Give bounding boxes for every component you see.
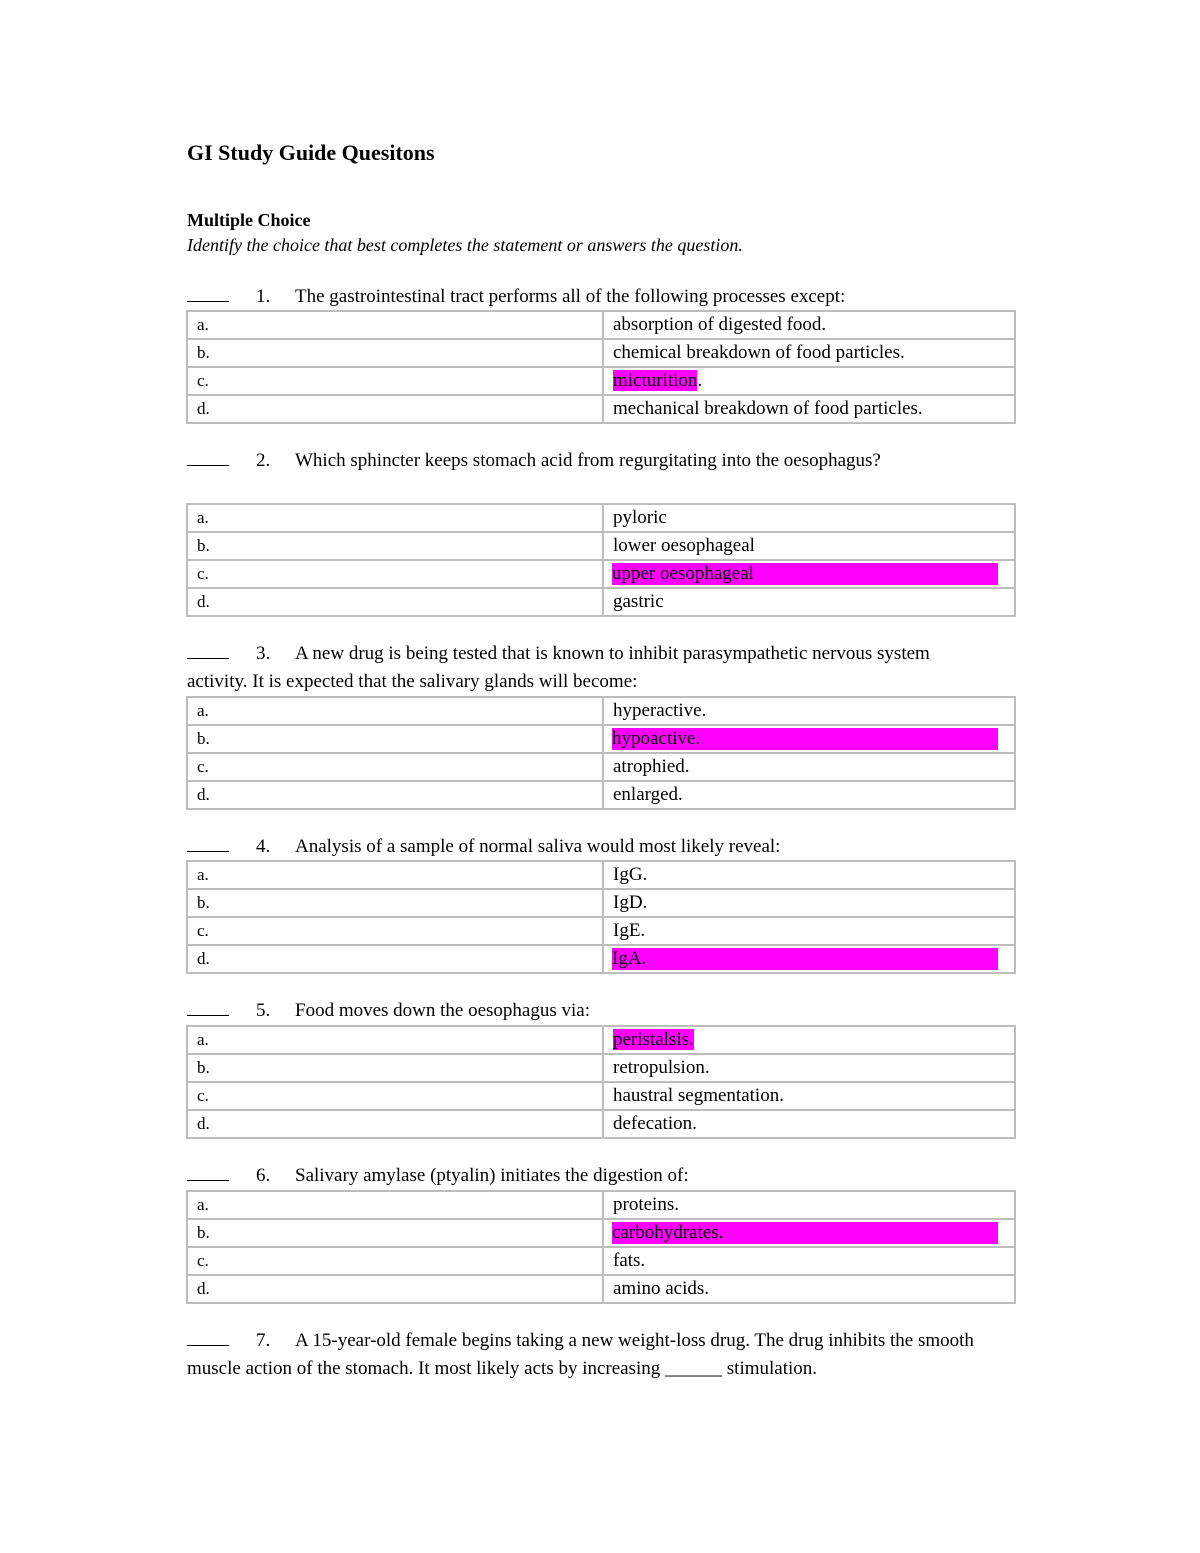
highlighted-answer: hypoactive. [612, 728, 998, 750]
option-letter: c. [187, 367, 603, 395]
question-number: 5. [256, 1000, 271, 1021]
option-letter: c. [187, 1247, 603, 1275]
option-text: gastric [603, 588, 1015, 616]
option-row[interactable] [187, 1110, 1015, 1138]
section-heading: Multiple Choice [187, 210, 311, 230]
option-text: fats. [603, 1247, 1015, 1275]
options-table-3 [186, 696, 1016, 810]
highlighted-answer: carbohydrates. [612, 1222, 998, 1244]
option-row[interactable] [187, 395, 1015, 423]
option-text: chemical breakdown of food particles. [603, 339, 1015, 367]
question-7 [187, 1327, 1017, 1383]
option-text: IgE. [603, 917, 1015, 945]
option-text: atrophied. [603, 753, 1015, 781]
question-stem: A new drug is being tested that is known to inhibit parasympathetic nervous system activity. It is expected that the salivary glands will become: [187, 643, 930, 692]
option-row[interactable] [187, 725, 1015, 753]
option-letter: c. [187, 753, 603, 781]
option-letter: d. [187, 781, 603, 809]
option-row[interactable] [187, 945, 1015, 973]
option-letter: d. [187, 1275, 603, 1303]
answer-blank[interactable] [187, 640, 229, 659]
question-4 [187, 833, 1017, 861]
answer-blank[interactable] [187, 1162, 229, 1181]
answer-blank[interactable] [187, 997, 229, 1016]
option-text: hyperactive. [603, 697, 1015, 725]
answer-suffix: . [697, 370, 703, 391]
question-number: 3. [256, 643, 271, 664]
option-letter: d. [187, 945, 603, 973]
option-row[interactable] [187, 781, 1015, 809]
option-text: mechanical breakdown of food particles. [603, 395, 1015, 423]
option-letter: a. [187, 1191, 603, 1219]
option-letter: b. [187, 725, 603, 753]
options-table-5 [186, 1025, 1016, 1139]
option-letter: a. [187, 311, 603, 339]
question-6 [187, 1162, 1017, 1190]
option-row[interactable] [187, 311, 1015, 339]
option-row[interactable] [187, 504, 1015, 532]
question-stem: Salivary amylase (ptyalin) initiates the digestion of: [295, 1165, 689, 1186]
option-row[interactable] [187, 753, 1015, 781]
option-row[interactable] [187, 1054, 1015, 1082]
options-table-1 [186, 310, 1016, 424]
highlighted-answer: upper oesophageal [612, 563, 998, 585]
option-text: lower oesophageal [603, 532, 1015, 560]
option-row[interactable] [187, 1026, 1015, 1054]
option-row[interactable] [187, 532, 1015, 560]
question-number: 1. [256, 286, 271, 307]
question-stem: Which sphincter keeps stomach acid from regurgitating into the oesophagus? [295, 450, 881, 471]
option-text: amino acids. [603, 1275, 1015, 1303]
option-letter: a. [187, 697, 603, 725]
option-text: retropulsion. [603, 1054, 1015, 1082]
answer-blank[interactable] [187, 833, 229, 852]
option-text [603, 725, 1015, 753]
option-letter: d. [187, 588, 603, 616]
option-row[interactable] [187, 1247, 1015, 1275]
option-letter: c. [187, 917, 603, 945]
instructions: Identify the choice that best completes the statement or answers the question. [187, 235, 743, 255]
option-row[interactable] [187, 339, 1015, 367]
option-letter: a. [187, 861, 603, 889]
option-text: absorption of digested food. [603, 311, 1015, 339]
option-text: pyloric [603, 504, 1015, 532]
option-text: defecation. [603, 1110, 1015, 1138]
option-text [603, 1026, 1015, 1054]
option-text [603, 367, 1015, 395]
option-letter: b. [187, 339, 603, 367]
question-2 [187, 447, 947, 475]
option-row[interactable] [187, 917, 1015, 945]
question-stem: Food moves down the oesophagus via: [295, 1000, 591, 1021]
option-row[interactable] [187, 588, 1015, 616]
question-stem: The gastrointestinal tract performs all of the following processes except: [295, 286, 846, 307]
page-title: GI Study Guide Quesitons [187, 140, 435, 165]
option-letter: c. [187, 560, 603, 588]
answer-blank[interactable] [187, 1327, 229, 1346]
question-number: 2. [256, 450, 271, 471]
question-number: 6. [256, 1165, 271, 1186]
answer-blank[interactable] [187, 283, 229, 302]
options-table-4 [186, 860, 1016, 974]
option-letter: b. [187, 1054, 603, 1082]
option-letter: b. [187, 889, 603, 917]
option-row[interactable] [187, 889, 1015, 917]
option-text: proteins. [603, 1191, 1015, 1219]
option-row[interactable] [187, 367, 1015, 395]
option-row[interactable] [187, 1275, 1015, 1303]
question-stem: Analysis of a sample of normal saliva would most likely reveal: [295, 836, 781, 857]
question-5 [187, 997, 1017, 1025]
question-stem: A 15-year-old female begins taking a new weight-loss drug. The drug inhibits the smooth muscle action of the stomach. It most likely acts by increasing ______ stimulation. [187, 1330, 974, 1379]
highlighted-answer: peristalsis. [613, 1029, 694, 1050]
option-letter: d. [187, 395, 603, 423]
question-number: 4. [256, 836, 271, 857]
highlighted-answer: IgA. [612, 948, 998, 970]
option-letter: d. [187, 1110, 603, 1138]
option-text: IgG. [603, 861, 1015, 889]
option-row[interactable] [187, 861, 1015, 889]
option-row[interactable] [187, 1082, 1015, 1110]
option-row[interactable] [187, 560, 1015, 588]
option-text [603, 560, 1015, 588]
question-1 [187, 283, 1017, 311]
option-text: enlarged. [603, 781, 1015, 809]
option-letter: a. [187, 504, 603, 532]
option-text: haustral segmentation. [603, 1082, 1015, 1110]
highlighted-answer: micturition [613, 370, 698, 391]
option-row[interactable] [187, 1219, 1015, 1247]
question-3 [187, 640, 987, 696]
option-text [603, 1219, 1015, 1247]
option-letter: c. [187, 1082, 603, 1110]
answer-blank[interactable] [187, 447, 229, 466]
option-row[interactable] [187, 697, 1015, 725]
option-letter: a. [187, 1026, 603, 1054]
options-table-2 [186, 503, 1016, 617]
option-letter: b. [187, 1219, 603, 1247]
option-row[interactable] [187, 1191, 1015, 1219]
option-text [603, 945, 1015, 973]
option-letter: b. [187, 532, 603, 560]
options-table-6 [186, 1190, 1016, 1304]
question-number: 7. [256, 1330, 271, 1351]
option-text: IgD. [603, 889, 1015, 917]
